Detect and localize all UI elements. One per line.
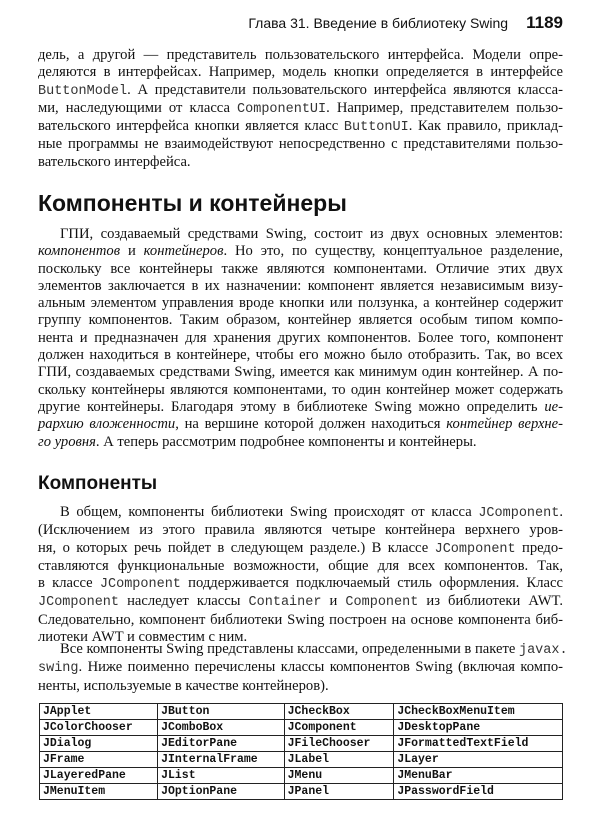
- text: . А теперь рассмотрим подробнее компоненты и контейнеры.: [95, 433, 477, 450]
- code-text: ComponentUI: [237, 101, 327, 117]
- class-name-cell: JFileChooser: [284, 736, 394, 752]
- code-text: JComponent: [38, 595, 120, 611]
- subsection-heading: Компоненты: [38, 473, 158, 494]
- code-text: JComponent: [478, 506, 560, 521]
- running-header: [248, 13, 563, 33]
- text: скольку контейнеры являются компонентами, то один контейнер может содержать: [38, 381, 563, 398]
- code-text: swing: [38, 661, 79, 677]
- text: и: [120, 243, 144, 260]
- class-name-cell: JLayeredPane: [40, 768, 158, 784]
- text: . Ниже поименно перечислены классы компонентов Swing (включая компо-: [78, 659, 563, 676]
- code-text: JComponent: [99, 577, 181, 593]
- paragraph-jcomponent: [38, 504, 563, 646]
- text: ГПИ, создаваемых средствами Swing, имеется как минимум один контейнер. А по-: [38, 364, 563, 381]
- section-heading: Компоненты и контейнеры: [38, 190, 347, 216]
- page-number: 1189: [526, 13, 563, 32]
- text-line: [38, 330, 563, 347]
- text: лиотеки AWT и совместим с ним.: [38, 629, 248, 646]
- text: . А представители пользовательского интерфейса являются класса-: [127, 81, 563, 98]
- class-name-cell: JMenuItem: [40, 784, 158, 800]
- text-line: [38, 47, 563, 64]
- table-row: [40, 704, 563, 720]
- class-name-cell: JLayer: [394, 752, 563, 768]
- text-line: [38, 575, 563, 593]
- code-text: javax.: [518, 643, 568, 658]
- text-line: [38, 64, 563, 81]
- text-line: [38, 364, 563, 381]
- text: деляются в интерфейсах. Например, модель кнопки определяется в интерфейсе: [38, 64, 563, 81]
- emphasis-text: рархию вложенности: [38, 416, 176, 433]
- text: должен находиться в контейнере, чтобы его можно было отобразить. Так, во всех: [38, 347, 563, 364]
- class-name-cell: JInternalFrame: [158, 752, 285, 768]
- text: предо-: [515, 539, 564, 556]
- text-line: [38, 243, 563, 260]
- text-line: [38, 678, 563, 695]
- text-line: [38, 295, 563, 312]
- paragraph-intro: [38, 47, 563, 171]
- text: . Например, представителем пользо-: [326, 99, 563, 116]
- text-line: [38, 434, 563, 451]
- text: В общем, компоненты библиотеки Swing происходят от класса: [60, 504, 479, 520]
- swing-classes-table: [39, 703, 563, 800]
- text: другие контейнеры. Благодаря этому в библиотеке Swing можно определить: [38, 398, 545, 415]
- text-line: [38, 558, 563, 575]
- text-line: [38, 399, 563, 416]
- text-line: [38, 82, 563, 100]
- text-line: [38, 641, 568, 659]
- text: Все компоненты Swing представлены классами, определенными в пакете: [60, 641, 519, 657]
- text-line: [38, 347, 563, 364]
- class-name-cell: JApplet: [40, 704, 158, 720]
- chapter-title: Глава 31. Введение в библиотеку Swing: [248, 15, 509, 31]
- text: .: [559, 504, 563, 520]
- text-line: [38, 226, 563, 243]
- text: ненты, используемые в качестве контейнеров).: [38, 677, 329, 694]
- text-line: [38, 312, 563, 329]
- table-row: [40, 752, 563, 768]
- text: (Исключением из этого правила являются четыре контейнера верхнего уров-: [38, 522, 563, 539]
- text: ставляются функциональные возможности, общие для всех компонентов. Так,: [38, 557, 563, 574]
- text: Следовательно, компонент библиотеки Swing построен на основе компонента биб-: [38, 611, 563, 628]
- text: дель, а другой — представитель пользовательского интерфейса. Модели опре-: [38, 47, 563, 63]
- text: элементов заключается в их назначении: компонент является независимым визу-: [38, 277, 563, 294]
- text: , на вершине которой должен находиться: [175, 416, 447, 433]
- paragraph-components-containers: [38, 226, 563, 451]
- text: наследует классы: [119, 593, 249, 610]
- code-text: Container: [248, 595, 322, 611]
- text-line: [38, 154, 563, 171]
- table-row: [40, 784, 563, 800]
- table-row: [40, 768, 563, 784]
- text-line: [38, 136, 563, 153]
- text-line: [38, 100, 563, 118]
- emphasis-text: контейнеров: [143, 243, 224, 260]
- text: группу компонентов. Таким образом, контейнер является особым типом компо-: [38, 312, 563, 329]
- text: ные программы не взаимодействуют непосредственно с представителями пользо-: [38, 136, 563, 153]
- class-name-cell: JCheckBoxMenuItem: [394, 704, 563, 720]
- text: вательского интерфейса кнопки является класс: [38, 118, 344, 135]
- text-line: [38, 612, 563, 629]
- text-line: [38, 540, 563, 558]
- text: поскольку все контейнеры также являются компонентами. Отличие этих двух: [38, 260, 563, 277]
- text-line: [38, 416, 563, 433]
- text: вательского интерфейса.: [38, 153, 191, 170]
- class-name-cell: JPanel: [284, 784, 394, 800]
- text-line: [38, 278, 563, 295]
- text: и: [321, 593, 346, 610]
- text-line: [38, 118, 563, 136]
- text: в классе: [38, 575, 100, 592]
- class-name-cell: JMenu: [284, 768, 394, 784]
- table-row: [40, 720, 563, 736]
- text: ми, наследующими от класса: [38, 99, 238, 116]
- class-name-cell: JList: [158, 768, 285, 784]
- emphasis-text: контейнер верхне-: [446, 416, 564, 433]
- class-name-cell: JDesktopPane: [394, 720, 563, 736]
- class-name-cell: JEditorPane: [158, 736, 285, 752]
- text-line: [38, 593, 563, 611]
- paragraph-javax-swing: [38, 641, 568, 695]
- text: поддерживается подключаемый стиль оформления. Класс: [180, 575, 563, 592]
- text: нента и предназначен для хранения других компонентов. Более того, компонент: [38, 329, 563, 346]
- code-text: JComponent: [434, 541, 516, 557]
- class-name-cell: JOptionPane: [158, 784, 285, 800]
- text: ня, о которых речь пойдет в следующем разделе.) В классе: [38, 539, 435, 556]
- class-name-cell: JCheckBox: [284, 704, 394, 720]
- class-name-cell: JComponent: [284, 720, 394, 736]
- class-name-cell: JMenuBar: [394, 768, 563, 784]
- class-name-cell: JDialog: [40, 736, 158, 752]
- code-text: Component: [345, 595, 419, 611]
- class-name-cell: JFrame: [40, 752, 158, 768]
- emphasis-text: го уровня: [38, 433, 96, 450]
- text-line: [38, 522, 563, 539]
- emphasis-text: ие-: [544, 398, 563, 415]
- text-line: [38, 382, 563, 399]
- code-text: ButtonUI: [343, 120, 409, 136]
- text: . Как правило, приклад-: [408, 118, 563, 135]
- class-name-cell: JColorChooser: [40, 720, 158, 736]
- class-name-cell: JComboBox: [158, 720, 285, 736]
- code-text: ButtonModel: [38, 83, 128, 99]
- text-line: [38, 261, 563, 278]
- text: ГПИ, создаваемый средствами Swing, состоит из двух основных элементов:: [60, 226, 563, 242]
- emphasis-text: компонентов: [38, 243, 121, 260]
- text: альным элементом управления вроде кнопки или ползунка, а контейнер содержит: [38, 295, 563, 312]
- text: . Но это, по существу, концептуальное разделение,: [223, 243, 564, 260]
- class-name-cell: JButton: [158, 704, 285, 720]
- table-row: [40, 736, 563, 752]
- class-name-cell: JFormattedTextField: [394, 736, 563, 752]
- text: из библиотеки AWT.: [418, 593, 563, 610]
- text-line: [38, 504, 563, 522]
- class-name-cell: JLabel: [284, 752, 394, 768]
- class-name-cell: JPasswordField: [394, 784, 563, 800]
- text-line: [38, 659, 563, 677]
